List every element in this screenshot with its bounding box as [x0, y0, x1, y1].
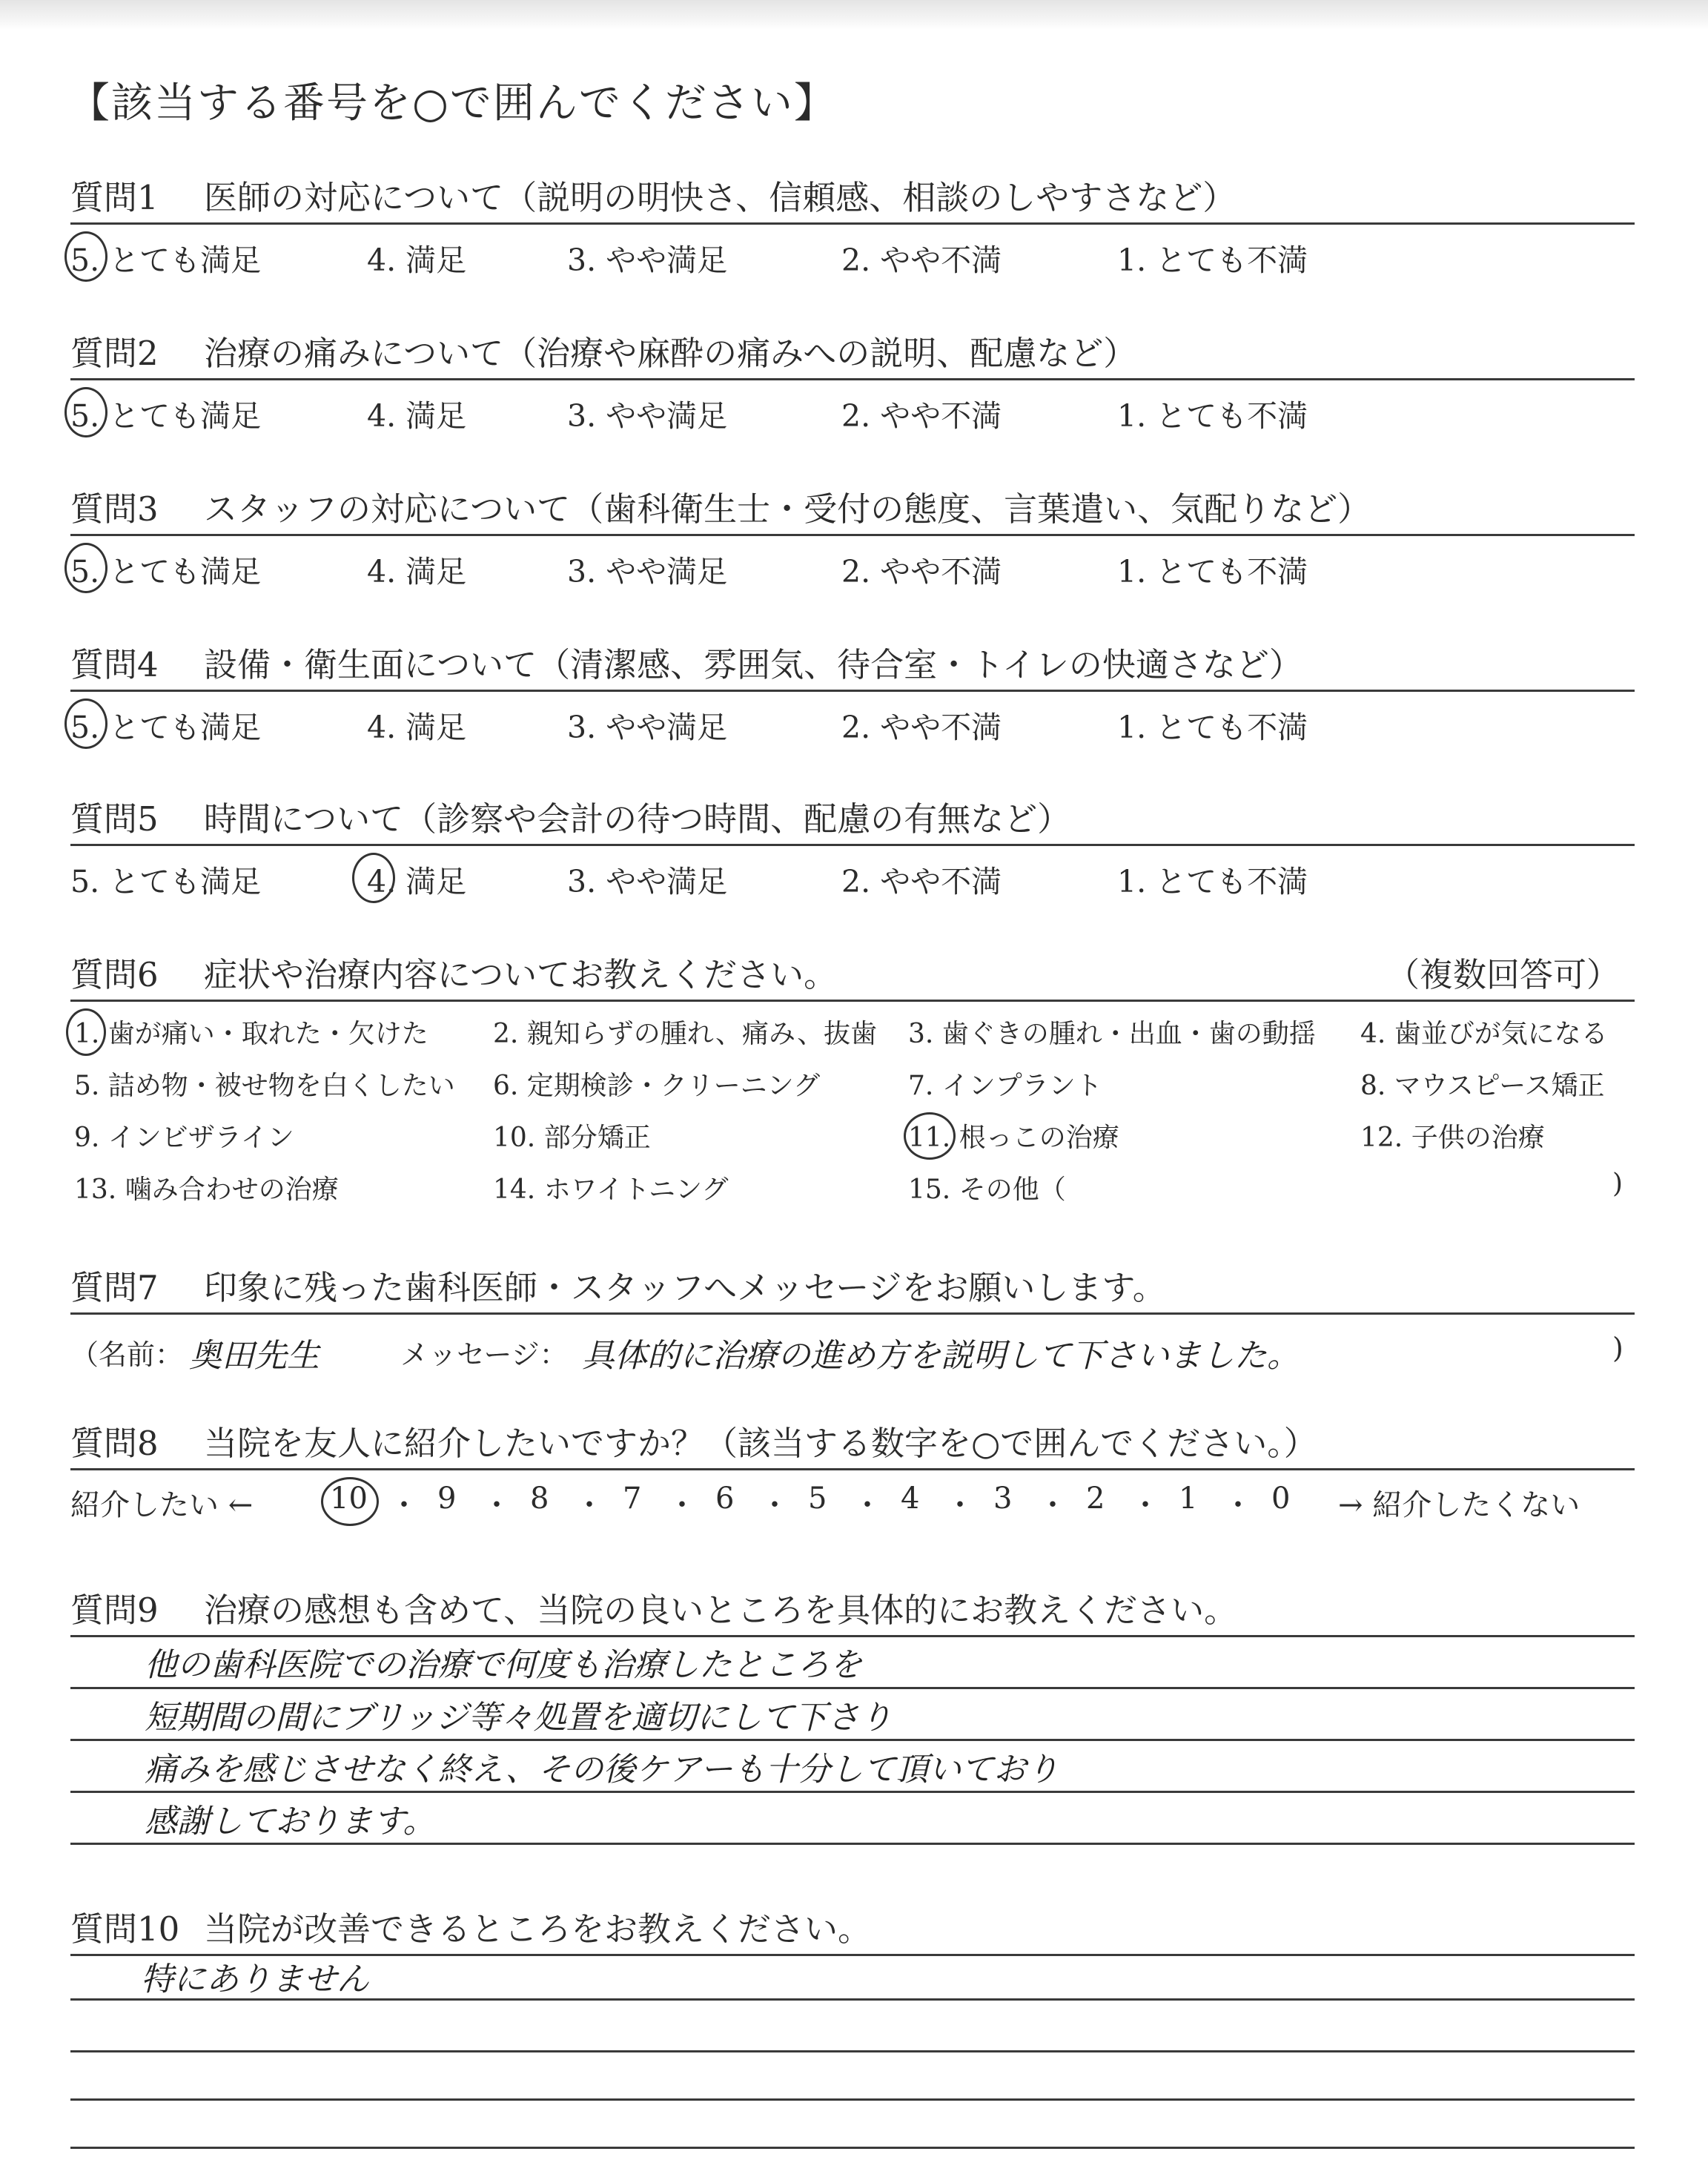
selection-circle: [66, 1008, 106, 1056]
treatment-option[interactable]: 10. 部分矯正: [493, 1123, 651, 1153]
treatment-option[interactable]: 3. 歯ぐきの腫れ・出血・歯の動揺: [908, 1019, 1316, 1049]
scale-value[interactable]: 6: [715, 1482, 735, 1516]
question-header: [70, 1576, 1635, 1642]
treatment-option[interactable]: 7. インプラント: [908, 1071, 1102, 1101]
handwritten-answer-line[interactable]: 短期間の間にブリッジ等々処置を適切にして下さり: [145, 1699, 893, 1737]
question-header: [70, 163, 1635, 230]
question-2: [70, 319, 1635, 467]
treatment-option[interactable]: 12. 子供の治療: [1360, 1123, 1545, 1153]
scale-value[interactable]: 5: [808, 1482, 827, 1516]
scale-value[interactable]: 8: [530, 1482, 549, 1516]
question-text: 治療の痛みについて（治療や麻酔の痛みへの説明、配慮など）: [204, 334, 1137, 373]
option-1[interactable]: 1. とても不満: [1117, 864, 1308, 899]
treatment-option[interactable]: 6. 定期検診・クリーニング: [493, 1071, 821, 1101]
option-3[interactable]: 3. やや満足: [567, 554, 728, 589]
question-9: [70, 1576, 1635, 1872]
option-1[interactable]: 1. とても不満: [1117, 242, 1308, 278]
question-text: 当院を友人に紹介したいですか？（該当する数字を○で囲んでください。）: [204, 1424, 1317, 1463]
treatment-option[interactable]: 14. ホワイトニング: [493, 1175, 729, 1205]
answer-rule: [70, 2098, 1635, 2101]
question-header: [70, 319, 1635, 386]
question-header: [70, 1253, 1635, 1320]
divider: [70, 222, 1635, 225]
divider: [70, 534, 1635, 536]
handwritten-answer-line[interactable]: 他の歯科医院での治療で何度も治療したところを: [145, 1646, 862, 1684]
question-10: [70, 1895, 1635, 2154]
option-5[interactable]: 5. とても満足: [70, 398, 262, 434]
rating-options: [70, 857, 1635, 902]
scale-dot: ・: [1223, 1488, 1253, 1522]
treatment-option[interactable]: 2. 親知らずの腫れ、痛み、抜歯: [493, 1019, 878, 1049]
question-number: 質問4: [70, 645, 159, 684]
option-2[interactable]: 2. やや不満: [841, 864, 1002, 899]
question-3: [70, 475, 1635, 623]
divider: [70, 690, 1635, 692]
treatment-option[interactable]: 13. 噛み合わせの治療: [74, 1175, 339, 1205]
treatment-option[interactable]: 11. 根っこの治療: [908, 1123, 1119, 1153]
treatment-option[interactable]: 8. マウスピース矯正: [1360, 1071, 1605, 1101]
question-header: [70, 475, 1635, 541]
question-number: 質問6: [70, 955, 159, 994]
treatment-option[interactable]: 15. その他（: [908, 1175, 1066, 1205]
option-1[interactable]: 1. とても不満: [1117, 710, 1308, 745]
handwritten-answer-line[interactable]: 痛みを感じさせなく終え、その後ケアーも十分して頂いており: [145, 1751, 1059, 1789]
option-5[interactable]: 5. とても満足: [70, 242, 262, 278]
answer-rule: [70, 1843, 1635, 1845]
question-text: 印象に残った歯科医師・スタッフへメッセージをお願いします。: [204, 1268, 1166, 1307]
option-4[interactable]: 4. 満足: [367, 710, 467, 745]
selection-circle: [321, 1477, 379, 1526]
selection-circle: [352, 853, 395, 903]
question-text: 当院が改善できるところをお教えください。: [204, 1909, 872, 1949]
treatment-option[interactable]: 4. 歯並びが気になる: [1360, 1019, 1608, 1049]
option-3[interactable]: 3. やや満足: [567, 710, 728, 745]
scale-value[interactable]: 3: [993, 1482, 1013, 1516]
rating-options: [70, 547, 1635, 592]
option-2[interactable]: 2. やや不満: [841, 710, 1002, 745]
question-text: 医師の対応について（説明の明快さ、信頼感、相談のしやすさなど）: [204, 178, 1237, 217]
rating-options: [70, 236, 1635, 280]
option-5[interactable]: 5. とても満足: [70, 554, 262, 589]
handwritten-answer-line[interactable]: 感謝しております。: [145, 1803, 436, 1840]
answer-rule: [70, 1687, 1635, 1689]
selection-circle: [64, 543, 107, 593]
answer-rule: [70, 2147, 1635, 2149]
form-title: 【該当する番号を○で囲んでください】: [68, 79, 837, 128]
scale-value[interactable]: 9: [437, 1482, 457, 1516]
treatment-option[interactable]: 1. 歯が痛い・取れた・欠けた: [74, 1019, 428, 1049]
question-header: [70, 1409, 1635, 1476]
scale-dot: ・: [389, 1488, 419, 1522]
question-number: 質問7: [70, 1268, 159, 1307]
treatment-option[interactable]: 5. 詰め物・被せ物を白くしたい: [74, 1071, 455, 1101]
scale-value[interactable]: 4: [901, 1482, 920, 1516]
option-4[interactable]: 4. 満足: [367, 242, 467, 278]
question-text: スタッフの対応について（歯科衛生士・受付の態度、言葉遣い、気配りなど）: [204, 489, 1371, 529]
recommend-scale: [70, 1482, 1635, 1533]
question-8: [70, 1409, 1635, 1557]
question-number: 質問3: [70, 489, 159, 529]
option-3[interactable]: 3. やや満足: [567, 398, 728, 434]
scan-top-edge: [0, 0, 1708, 30]
scale-value[interactable]: 1: [1179, 1482, 1198, 1516]
scale-dot: ・: [575, 1488, 604, 1522]
scale-value[interactable]: 7: [623, 1482, 642, 1516]
scale-dot: ・: [1131, 1488, 1160, 1522]
question-number: 質問5: [70, 799, 159, 839]
option-5[interactable]: 5. とても満足: [70, 710, 262, 745]
question-number: 質問10: [70, 1909, 180, 1949]
scale-dot: ・: [482, 1488, 512, 1522]
option-1[interactable]: 1. とても不満: [1117, 554, 1308, 589]
rating-options: [70, 392, 1635, 436]
message-value[interactable]: 具体的に治療の進め方を説明して下さいました。: [582, 1337, 1300, 1375]
message-row: [70, 1326, 1635, 1378]
option-4[interactable]: 4. 満足: [367, 554, 467, 589]
option-2[interactable]: 2. やや不満: [841, 554, 1002, 589]
question-text: 治療の感想も含めて、当院の良いところを具体的にお教えください。: [204, 1591, 1238, 1630]
question-number: 質問2: [70, 334, 159, 373]
question-header: [70, 785, 1635, 851]
question-number: 質問8: [70, 1424, 159, 1463]
question-6: [70, 940, 1635, 1222]
question-header: [70, 630, 1635, 697]
divider: [70, 378, 1635, 380]
option-4[interactable]: 4. 満足: [367, 864, 467, 899]
scale-dot: ・: [945, 1488, 975, 1522]
scale-dot: ・: [667, 1488, 697, 1522]
scale-dot: ・: [853, 1488, 882, 1522]
selection-circle: [64, 698, 107, 749]
question-text: 設備・衛生面について（清潔感、雰囲気、待合室・トイレの快適さなど）: [204, 645, 1302, 684]
question-text: 症状や治療内容についてお教えください。: [204, 955, 838, 994]
handwritten-answer-line[interactable]: 特にありません: [141, 1961, 369, 1998]
scale-right-label: → 紹介したくない: [1338, 1488, 1580, 1522]
name-label: （名前：: [70, 1338, 184, 1371]
selection-circle: [64, 231, 107, 282]
close-paren: ): [1612, 1332, 1623, 1364]
option-3[interactable]: 3. やや満足: [567, 242, 728, 278]
treatment-options: [70, 1013, 1635, 1228]
scale-value[interactable]: 2: [1086, 1482, 1105, 1516]
scale-left-label: 紹介したい ←: [70, 1488, 254, 1522]
answer-rule: [70, 1791, 1635, 1793]
divider: [70, 1468, 1635, 1470]
question-header: [70, 940, 1635, 1007]
treatment-option[interactable]: 9. インビザライン: [74, 1123, 294, 1153]
question-5: [70, 785, 1635, 933]
other-close-paren: ): [1612, 1169, 1623, 1199]
divider: [70, 1312, 1635, 1315]
option-2[interactable]: 2. やや不満: [841, 398, 1002, 434]
question-1: [70, 163, 1635, 311]
option-5[interactable]: 5. とても満足: [70, 864, 262, 899]
divider: [70, 1635, 1635, 1637]
rating-options: [70, 703, 1635, 747]
option-2[interactable]: 2. やや不満: [841, 242, 1002, 278]
option-3[interactable]: 3. やや満足: [567, 864, 728, 899]
selection-circle: [64, 387, 107, 437]
multi-answer-note: （複数回答可）: [1386, 955, 1620, 994]
option-4[interactable]: 4. 満足: [367, 398, 467, 434]
scale-dot: ・: [1038, 1488, 1068, 1522]
question-4: [70, 630, 1635, 779]
question-text: 時間について（診察や会計の待つ時間、配慮の有無など）: [204, 799, 1071, 839]
option-1[interactable]: 1. とても不満: [1117, 398, 1308, 434]
question-number: 質問1: [70, 178, 159, 217]
selection-circle: [904, 1112, 956, 1160]
question-number: 質問9: [70, 1591, 159, 1630]
name-value[interactable]: 奥田先生: [189, 1337, 320, 1375]
answer-rule: [70, 1739, 1635, 1741]
scale-value[interactable]: 0: [1271, 1482, 1291, 1516]
answer-rule: [70, 2050, 1635, 2052]
message-label: メッセージ：: [400, 1338, 568, 1371]
divider: [70, 1000, 1635, 1002]
question-header: [70, 1895, 1635, 1961]
question-7: [70, 1253, 1635, 1401]
scale-value[interactable]: 10: [330, 1482, 368, 1516]
divider: [70, 844, 1635, 846]
scale-dot: ・: [760, 1488, 790, 1522]
